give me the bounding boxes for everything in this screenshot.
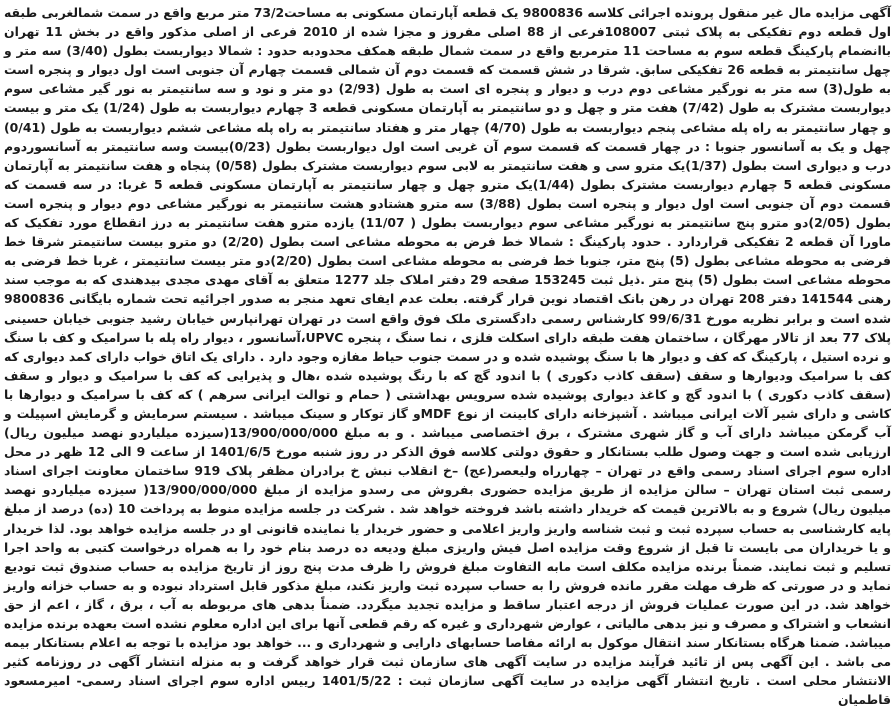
notice-body: آگهی مزایده مال غیر منقول پرونده اجرائی کلاسه 9800836 یک قطعه آپارتمان مسکونی به مساحت73/2 متر مربع واقع در سمت شمالغربی طبقه اول قطعه دوم تفکیکی به پلاک ثبتی 108007فرعی از 88 اصلی مفروز و مجزا شده از 2010 فرعی از اصلی مذکور واقع در بخش 11 تهران باانضمام پارکینگ قطعه سوم به مساحت 11 مترمربع واقع در سمت شمال طبقه همکف محدودبه حدود : شمالا دیواربست بطول (3/40) سه متر و چهل سانتیمتر به قطعه 26 تفکیکی سابق. شرقا در شش قسمت که قسمت دوم آن شمالی قسمت چهارم آن جنوبی است اول دیوار و پنجره است به طول(3) سه متر به نورگیر مشاعی دوم درب و دیوار و پنجره ای است به طول (2/93) دو متر و نود و سه سانتیمتر به نور گیر مشاعی سوم دیواربست مشترک به طول (7/42) هفت متر و چهل و دو سانتیمتر به آپارتمان مسکونی قطعه 3 چهارم دیواربست به طول (1/24) یک متر و بیست و چهار سانتیمتر به راه پله مشاعی پنجم دیواربست به طول (4/70) چهار متر و هفتاد سانتیمتر به راه پله مشاعی ششم دیواربست به طول (0/41) چهل و یک به آسانسور جنوبا : در چهار قسمت که قسمت سوم آن غربی است اول دیواربست بطول (0/23)بیست وسه سانتیمتر به آسانسوردوم درب و دیواری است بطول (1/37)یک مترو سی و هفت سانتیمتر به لابی سوم دیواربست مشترک بطول (0/58) پنجاه و هفت سانتیمتر به آپارتمان مسکونی قطعه 5 چهارم دیواربست مشترک بطول (1/44)یک مترو چهل و چهار سانتیمتر به آپارتمان مسکونی قطعه 5 غربا: در سه قسمت که قسمت دوم آن جنوبی است اول دیوار و پنجره است بطول (3/88) سه مترو هشتادو هشت سانتیمتر به نورگیر مشاعی دوم دیوار و پنجره است بطول (2/05)دو مترو پنج سانتیمتر به نورگیر مشاعی سوم دیواربست بطول ( 11/07) یازده مترو هفت سانتیمتر به درز انقطاع مورد تفکیک که ماورا آن قطعه 2 تفکیکی قراردارد . حدود پارکینگ : شمالا خط فرض به محوطه مشاعی است بطول (2/20) دو مترو بیست سانتیمتر شرقا خط فرضی به محوطه مشاعی بطول (5) پنج متر، جنوبا خط فرضی به محوطه مشاعی است بطول (2/20)دو متر بیست سانتیمتر ، غربا خط فرضی به محوطه مشاعی است بطول (5) پنج متر .ذیل ثبت 153245 صفحه 29 دفتر املاک جلد 1277 متعلق به آقای مهدی مجدی بیدهندی که به موجب سند رهنی 141544 دفتر 208 تهران در رهن بانک اقتصاد نوین قرار گرفته. بعلت عدم ایفای تعهد منجر به صدور اجرائیه تحت شماره بایگانی 9800836 شده است و برابر نظریه مورخ 99/6/31 کارشناس رسمی دادگستری ملک فوق واقع است در تهران تهرانپارس خیابان رشید جنوبی خیابان حسینی پلاک 77 بعد از تالار مهرگان ، ساختمان هفت طبقه دارای اسکلت فلزی ، نما سنگ ، پنجره UPVC،آسانسور ، دیوار راه پله با سرامیک و کف با سنگ و نرده استیل ، پارکینگ که کف و دیوار ها با سنگ پوشیده شده و در سمت جنوب حیاط مفازه وجود دارد . دارای یک اتاق خواب دارای کمد دیواری که کف با سرامیک ودیوارها و سقف (سقف کاذب دکوری ) با اندود گچ که با رنگ پوشیده شده ،هال و پذیرایی که کف با سرامیک و دیوار و سقف (سقف کاذب دکوری ) با اندود گچ و کاغذ دیواری پوشیده شده سرویس بهداشتی ( حمام و توالت ایرانی سرهم ) که کف با سرامیک و دیوارها با کاشی و دارای شیر آلات ایرانی میباشد . آشپزخانه دارای کابینت از نوع MDFو گاز توکار و سینک میباشد . سیستم سرمایش و گرمایش اسپیلت و آب گرمکن میباشد دارای آب و گاز شهری مشترک ، برق اختصاصی میباشد . و به مبلغ 13/900/000/000(سیزده میلیاردو نهصد میلیون ریال) ارزیابی شده است و جهت وصول طلب بستانکار و حقوق دولتی کلاسه فوق الذکر در روز شنبه مورخ 1401/6/5 از ساعت 9 الی 12 ظهر در محل اداره سوم اجرای اسناد رسمی واقع در تهران – چهارراه ولیعصر(عج) –خ انقلاب نبش خ برادران مظفر پلاک 919 ساختمان معاونت اجرای اسناد رسمی ثبت استان تهران – سالن مزایده از طریق مزایده حضوری بفروش می رسدو مزایده از مبلغ 13/900/000/000( سیزده میلیاردو نهصد میلیون ریال) شروع و به بالاترین قیمت که خریدار داشته باشد فروخته خواهد شد . شرکت در جلسه مزایده منوط به پرداخت 10 (ده) درصد از مبلغ پایه کارشناسی به حساب سپرده ثبت و ثبت شناسه واریز واریز اعلامی و حضور خریدار یا نماینده قانونی او در جلسه مزایده خواهد بود. لذا خریدار و یا خریداران می بایست تا قبل از شروع وقت مزایده اصل فیش واریزی مبلغ ودیعه ده درصد بنام خود را به همراه درخواست کتبی به واحد اجرا تسلیم و ثبت نمایند. ضمناً برنده مزایده مکلف است مابه التفاوت مبلغ فروش را ظرف مدت پنج روز از تاریخ مزایده به حساب صندوق ثبت تودیع نماید و در صورتی که ظرف مهلت مقرر مانده فروش را به حساب سپرده ثبت واریز نکند، مبلغ مذکور قابل استرداد نبوده و به حساب خزانه واریز خواهد شد. در این صورت عملیات فروش از درجه اعتبار ساقط و مزایده تجدید میگردد. ضمناً بدهی های مربوطه به آب ، برق ، گاز ، اعم از حق انشعاب و اشتراک و مصرف و نیز بدهی مالیاتی ، عوارض شهرداری و غیره که رقم قطعی آنها برای این اداره معلوم نشده است بعهده برنده مزایده میباشد. ضمنا هرگاه بستانکار سند انتقال موکول به ارائه مفاصا حسابهای دارایی و شهرداری و ... خواهد بود مزایده با توجه به اعلام بستانکار بیمه می باشد . این آگهی پس از تائید فرآیند مزایده در سایت آگهی های سازمان ثبت قرار خواهد گرفت و به منزله انتشار آگهی در روزنامه کثیر الانتشار محلی است . تاریخ انتشار آگهی مزایده در سایت آگهی سازمان ثبت : 1401/5/22 رییس اداره سوم اجرای اسناد رسمی- امیرمسعود قاطمیان [4,5,892,708]
auction-notice-text [4,3,892,708]
